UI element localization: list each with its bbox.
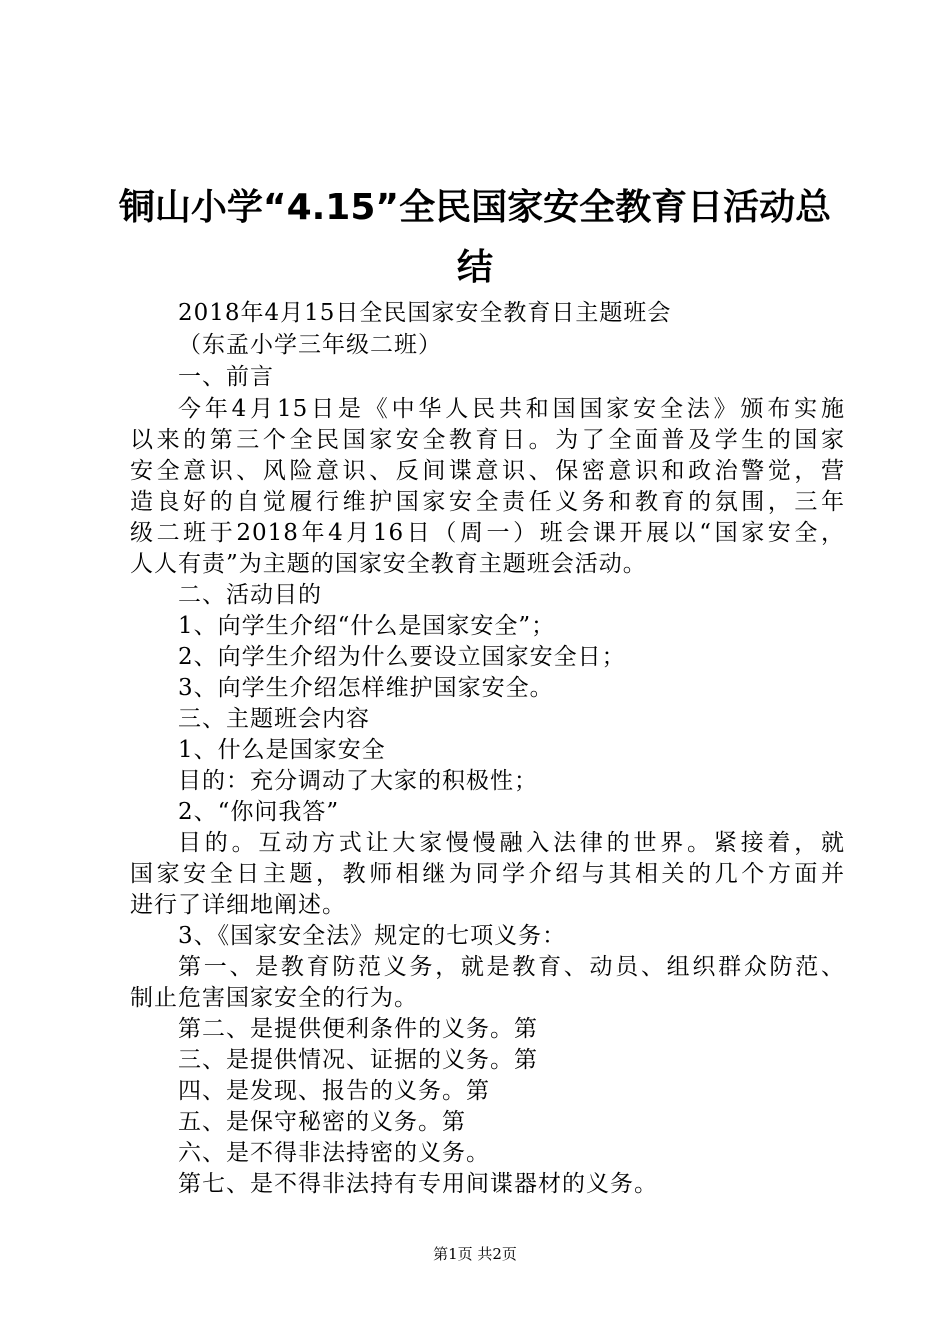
- page-footer: 第1页 共2页: [433, 1245, 517, 1263]
- paragraph-line: 造良好的自觉履行维护国家安全责任义务和教育的氛围，三年: [130, 489, 845, 515]
- document-title-line-2: 结: [456, 247, 493, 288]
- document-title-line-1: 铜山小学“4.15”全民国家安全教育日活动总: [118, 187, 832, 228]
- list-item: 3、《国家安全法》规定的七项义务：: [178, 923, 567, 949]
- subtitle-line: 2018年4月15日全民国家安全教育日主题班会: [178, 300, 672, 326]
- list-item: 3、向学生介绍怎样维护国家安全。: [178, 675, 554, 701]
- list-item: 1、向学生介绍“什么是国家安全”；: [178, 613, 556, 639]
- paragraph-line: 今年4月15日是《中华人民共和国国家安全法》颁布实施: [178, 396, 845, 422]
- paragraph-line: 制止危害国家安全的行为。: [130, 985, 418, 1011]
- paragraph-line: 第七、是不得非法持有专用间谍器材的义务。: [178, 1171, 658, 1197]
- paragraph-line: 以来的第三个全民国家安全教育日。为了全面普及学生的国家: [130, 427, 845, 453]
- paragraph-line: 人人有责”为主题的国家安全教育主题班会活动。: [130, 551, 647, 577]
- list-item: 2、“你问我答”: [178, 799, 340, 825]
- paragraph-line: 第二、是提供便利条件的义务。第: [178, 1016, 538, 1042]
- paragraph-line: 六、是不得非法持密的义务。: [178, 1140, 490, 1166]
- section-heading: 三、主题班会内容: [178, 706, 370, 732]
- paragraph-line: 进行了详细地阐述。: [130, 892, 346, 918]
- section-heading: 二、活动目的: [178, 582, 322, 608]
- paragraph-line: 目的。互动方式让大家慢慢融入法律的世界。紧接着，就: [178, 830, 845, 856]
- paragraph-line: 第一、是教育防范义务，就是教育、动员、组织群众防范、: [178, 954, 845, 980]
- paragraph-line: 三、是提供情况、证据的义务。第: [178, 1047, 538, 1073]
- paragraph-line: 五、是保守秘密的义务。第: [178, 1109, 466, 1135]
- paragraph-line: 安全意识、风险意识、反间谍意识、保密意识和政治警觉，营: [130, 458, 845, 484]
- paragraph-line: 四、是发现、报告的义务。第: [178, 1078, 490, 1104]
- class-info-line: （东孟小学三年级二班）: [178, 332, 442, 358]
- list-item: 2、向学生介绍为什么要设立国家安全日；: [178, 644, 626, 670]
- section-heading: 一、前言: [178, 364, 274, 390]
- paragraph-line: 目的：充分调动了大家的积极性；: [178, 768, 538, 794]
- paragraph-line: 国家安全日主题，教师相继为同学介绍与其相关的几个方面并: [130, 861, 845, 887]
- list-item: 1、什么是国家安全: [178, 737, 386, 763]
- paragraph-line: 级二班于2018年4月16日（周一）班会课开展以“国家安全，: [130, 520, 845, 546]
